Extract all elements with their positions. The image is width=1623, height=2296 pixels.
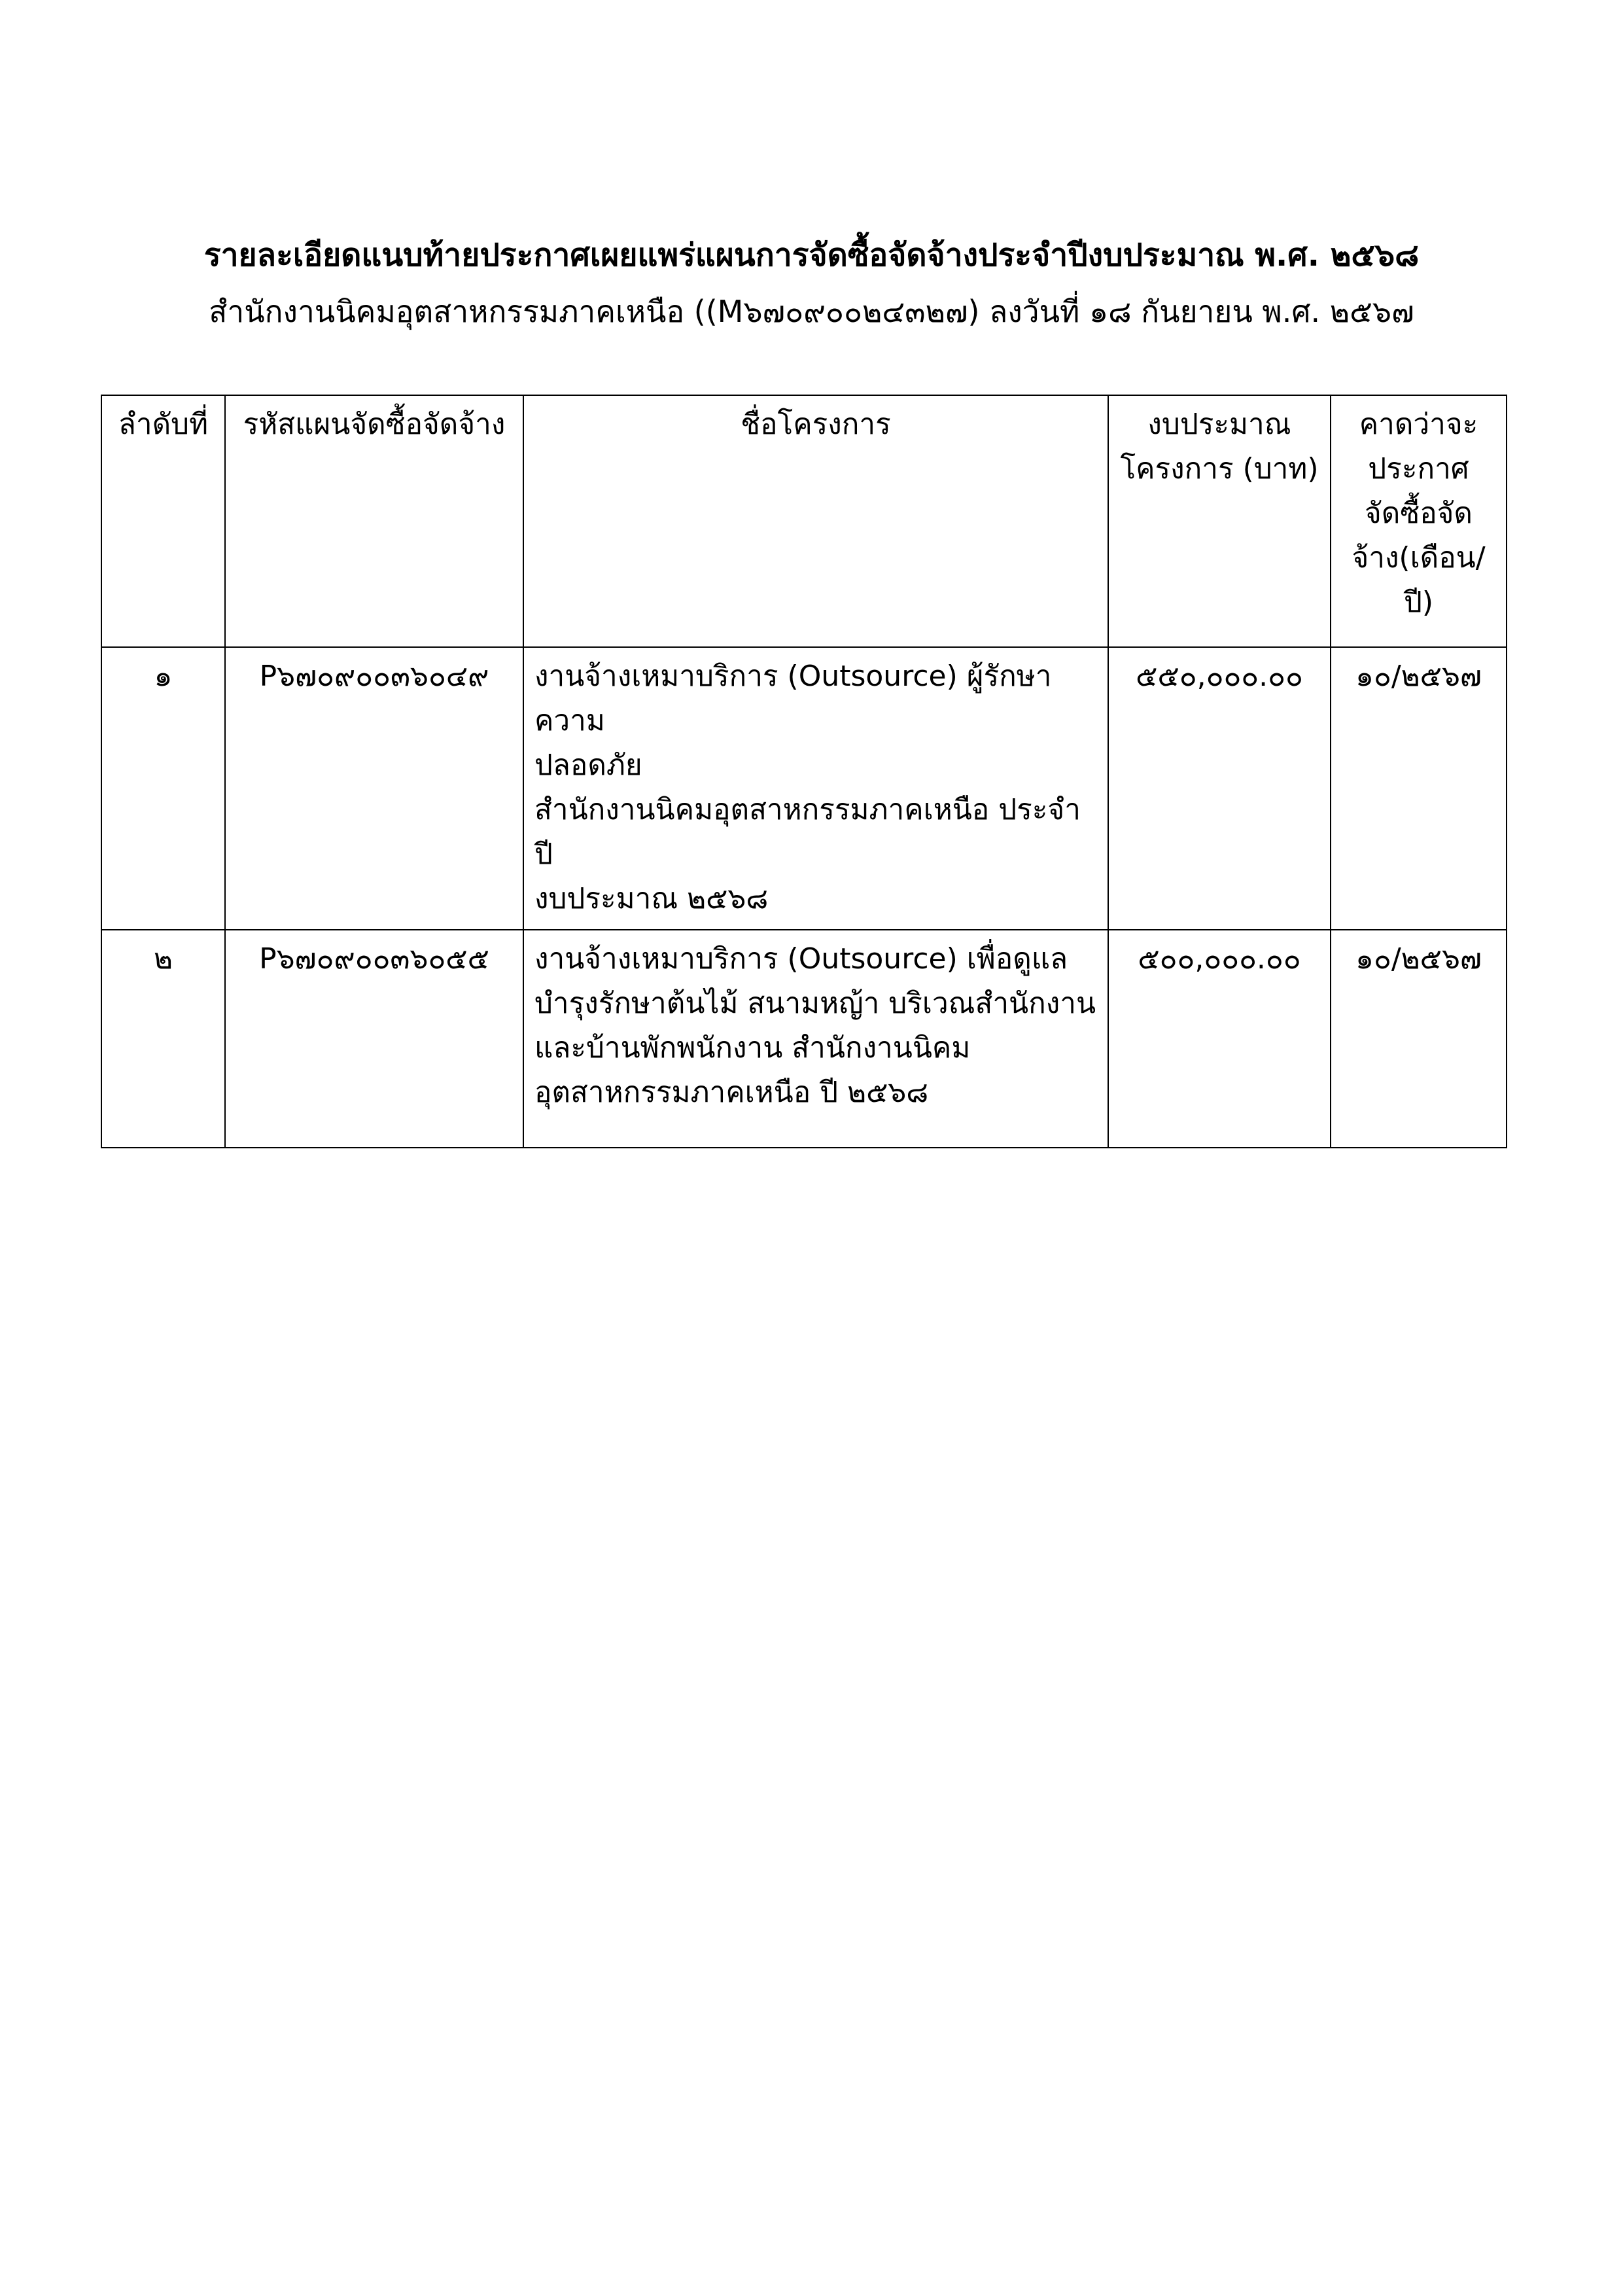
project-name-line: งานจ้างเหมาบริการ (Outsource) เพื่อดูแล: [534, 942, 1068, 976]
document-title: รายละเอียดแนบท้ายประกาศเผยแพร่แผนการจัดซื้อจัดจ้างประจำปีงบประมาณ พ.ศ. ๒๕๖๘: [203, 237, 1420, 274]
project-name-line: ปลอดภัย: [534, 749, 642, 782]
header-month-line1: คาดว่าจะ: [1359, 408, 1478, 441]
row-expected-month: ๑๐/๒๕๖๗: [1331, 930, 1507, 1148]
row-budget: ๕๐๐,๐๐๐.๐๐: [1108, 930, 1331, 1148]
row-seq: ๒: [101, 930, 225, 1148]
project-name-line: งบประมาณ ๒๕๖๘: [534, 882, 769, 915]
header-project-name: ชื่อโครงการ: [523, 395, 1108, 647]
row-plan-code: P๖๗๐๙๐๐๓๖๐๕๕: [225, 930, 523, 1148]
row-plan-code: P๖๗๐๙๐๐๓๖๐๔๙: [225, 647, 523, 930]
header-plan-code: รหัสแผนจัดซื้อจัดจ้าง: [225, 395, 523, 647]
project-name-line: และบ้านพักพนักงาน สำนักงานนิคม: [534, 1031, 971, 1065]
header-expected-month: [1331, 395, 1507, 647]
procurement-plan-table: [101, 395, 1507, 1148]
row-expected-month: ๑๐/๒๕๖๗: [1331, 647, 1507, 930]
header-budget: [1108, 395, 1331, 647]
project-name-line: สำนักงานนิคมอุตสาหกรรมภาคเหนือ ประจำปี: [534, 793, 1081, 871]
header-budget-line1: งบประมาณ: [1147, 408, 1291, 441]
table-row: [101, 930, 1507, 1148]
header-month-line4: จ้าง(เดือน/: [1352, 541, 1486, 574]
row-project-name: [523, 930, 1108, 1148]
header-seq: ลำดับที่: [101, 395, 225, 647]
project-name-line: งานจ้างเหมาบริการ (Outsource) ผู้รักษาความ: [534, 660, 1052, 737]
row-project-name: [523, 647, 1108, 930]
header-month-line3: จัดซื้อจัด: [1365, 497, 1473, 530]
header-month-line5: ปี): [1403, 586, 1434, 619]
document-subtitle: สำนักงานนิคมอุตสาหกรรมภาคเหนือ ((M๖๗๐๙๐๐๒๔๓๒๗) ลงวันที่ ๑๘ กันยายน พ.ศ. ๒๕๖๗: [209, 294, 1414, 329]
project-name-line: อุตสาหกรรมภาคเหนือ ปี ๒๕๖๘: [534, 1076, 929, 1109]
header-budget-line2: โครงการ (บาท): [1120, 452, 1319, 486]
header-month-line2: ประกาศ: [1368, 452, 1469, 486]
row-budget: ๕๕๐,๐๐๐.๐๐: [1108, 647, 1331, 930]
project-name-line: บำรุงรักษาต้นไม้ สนามหญ้า บริเวณสำนักงาน: [534, 987, 1096, 1020]
table-header-row: [101, 395, 1507, 647]
row-seq: ๑: [101, 647, 225, 930]
table-row: [101, 647, 1507, 930]
